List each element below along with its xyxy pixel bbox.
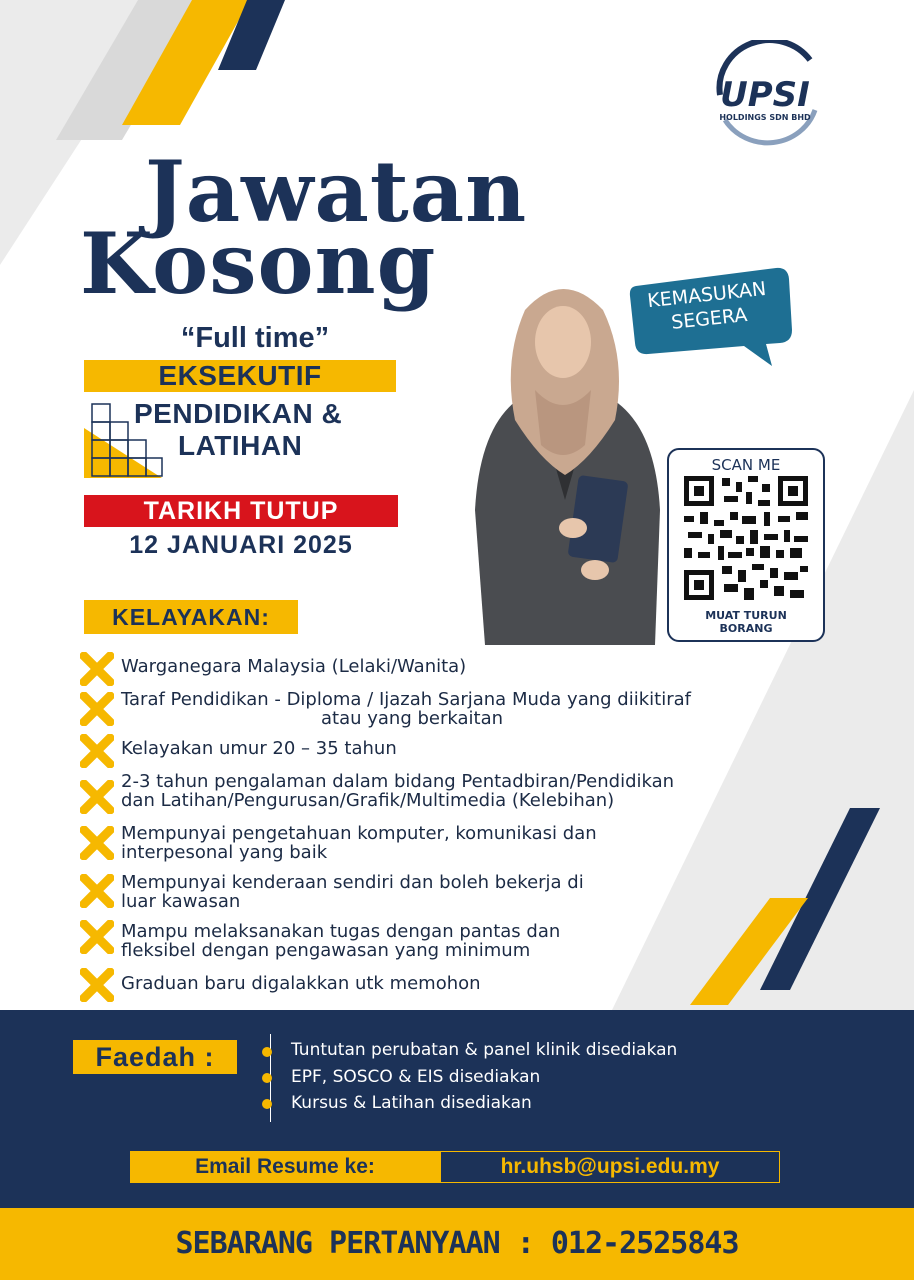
deadline-label: TARIKH TUTUP: [143, 497, 339, 525]
qualification-line: Warganegara Malaysia (Lelaki/Wanita): [121, 656, 467, 677]
bullet-dot-icon: [262, 1099, 272, 1109]
qualification-item: [121, 824, 597, 862]
email-label: Email Resume ke:: [195, 1155, 375, 1178]
qualification-line: 2-3 tahun pengalaman dalam bidang Pentadbiran/Pendidikan: [121, 771, 675, 792]
benefit-item: Kursus & Latihan disediakan: [291, 1093, 532, 1113]
benefits-heading: Faedah :: [95, 1042, 215, 1072]
position-title-line3: LATIHAN: [178, 430, 303, 461]
qualification-line: dan Latihan/Pengurusan/Grafik/Multimedia (Kelebihan): [121, 790, 615, 811]
cross-bullet-icon: [80, 920, 114, 954]
email-address-link[interactable]: hr.uhsb@upsi.edu.my: [500, 1155, 720, 1178]
logo-subtitle: HOLDINGS SDN BHD: [719, 113, 811, 122]
qr-caption: [667, 609, 825, 635]
qualification-line: interpesonal yang baik: [121, 842, 328, 863]
qr-caption-line1: MUAT TURUN: [705, 609, 787, 622]
qualification-item: [121, 690, 691, 728]
qualification-line: fleksibel dengan pengawasan yang minimum: [121, 940, 531, 961]
deadline-date: 12 JANUARI 2025: [129, 531, 353, 559]
inquiry-phone[interactable]: SEBARANG PERTANYAAN : 012-2525843: [175, 1226, 739, 1261]
benefit-item: EPF, SOSCO & EIS disediakan: [291, 1067, 541, 1087]
qualification-item: [121, 772, 674, 810]
qualification-line: Kelayakan umur 20 – 35 tahun: [121, 738, 397, 759]
speech-line2: SEGERA: [670, 304, 749, 334]
position-title-line2: PENDIDIKAN &: [134, 398, 343, 429]
headline-line2: Kosong: [80, 214, 437, 313]
qualification-line: Mempunyai kenderaan sendiri dan boleh bekerja di: [121, 872, 584, 893]
cross-bullet-icon: [80, 826, 114, 860]
benefit-item: Tuntutan perubatan & panel klinik disediakan: [291, 1040, 678, 1060]
qr-code[interactable]: [684, 476, 808, 600]
cross-bullet-icon: [80, 968, 114, 1002]
qualification-line: Taraf Pendidikan - Diploma / Ijazah Sarjana Muda yang diikitiraf: [121, 689, 691, 710]
headline-line1: Jawatan: [145, 142, 528, 241]
position-title-line1: EKSEKUTIF: [158, 360, 322, 391]
qr-caption-line2: BORANG: [719, 622, 773, 635]
cross-bullet-icon: [80, 652, 114, 686]
bullet-dot-icon: [262, 1073, 272, 1083]
qualifications-heading: KELAYAKAN:: [112, 604, 270, 630]
cross-bullet-icon: [80, 780, 114, 814]
logo-text: UPSI: [720, 75, 810, 115]
cross-bullet-icon: [80, 874, 114, 908]
cross-bullet-icon: [80, 734, 114, 768]
qr-title: SCAN ME: [711, 456, 781, 474]
qualification-line: atau yang berkaitan: [321, 708, 504, 729]
employment-type: “Full time”: [180, 322, 330, 354]
qualification-item: [121, 657, 466, 676]
qualification-item: [121, 974, 481, 993]
cross-bullet-icon: [80, 692, 114, 726]
upsi-logo: [700, 40, 830, 150]
qualification-item: [121, 922, 560, 960]
qualification-line: Graduan baru digalakkan utk memohon: [121, 973, 481, 994]
qualification-item: [121, 739, 397, 758]
qualification-line: Mampu melaksanakan tugas dengan pantas dan: [121, 921, 561, 942]
qualification-line: Mempunyai pengetahuan komputer, komunikasi dan: [121, 823, 597, 844]
woman-illustration: [455, 270, 670, 645]
bullet-dot-icon: [262, 1047, 272, 1057]
qualification-line: luar kawasan: [121, 891, 241, 912]
qualification-item: [121, 873, 584, 911]
speech-line1: KEMASUKAN: [646, 277, 768, 313]
